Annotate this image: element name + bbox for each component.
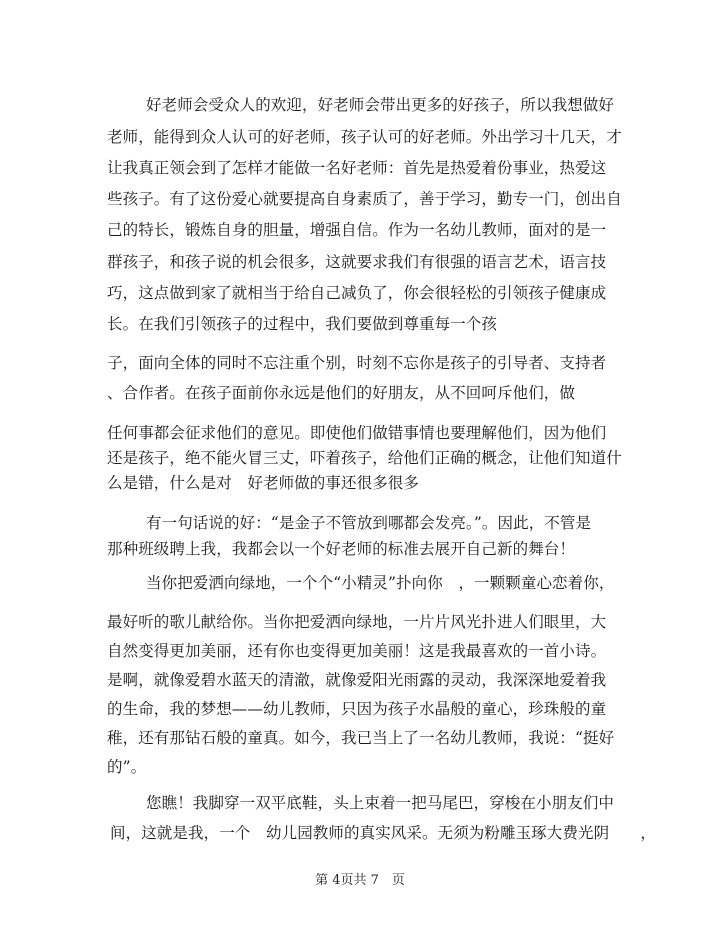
page-footer [0, 872, 720, 890]
text-line: 最好听的歌儿献给你。当你把爱洒向绿地，一片片风光扑进人们眼里，大 [107, 613, 607, 631]
text-line: 些孩子。有了这份爱心就要提高自身素质了，善于学习，勤专一门，创出自 [107, 190, 622, 208]
page-number: 第 4页共 7 页 [315, 873, 405, 888]
text-line: 让我真正领会到了怎样才能做一名好老师：首先是热爱着份事业，热爱这 [107, 159, 607, 177]
text-line: 老师，能得到众人认可的好老师，孩子认可的好老师。外出学习十几天，才 [107, 128, 622, 146]
text-line: 巧，这点做到家了就相当于给自己减负了，你会很轻松的引领孩子健康成 [107, 284, 607, 302]
text-line: 间，这就是我，一个 幼儿园教师的真实风采。无须为粉雕玉琢大费光阴 ， [110, 824, 657, 842]
text-line: 、合作者。在孩子面前你永远是他们的好朋友，从不回呵斥他们，做 [107, 384, 576, 402]
text-line: 任何事都会征求他们的意见。即使他们做错事情也要理解他们，因为他们 [107, 424, 607, 442]
text-line: 是啊，就像爱碧水蓝天的清澈，就像爱阳光雨露的灵动，我深深地爱着我 [107, 671, 607, 689]
text-line: 当你把爱洒向绿地，一个个“小精灵”扑向你 ，一颗颗童心恋着你， [146, 574, 615, 592]
text-line: 长。在我们引领孩子的过程中，我们要做到尊重每一个孩 [107, 315, 498, 333]
text-line: 稚，还有那钻石般的童真。如今，我已当上了一名幼儿教师，我说：“挺好 [107, 729, 615, 747]
text-line: 子，面向全体的同时不忘注重个别，时刻不忘你是孩子的引导者、支持者 [107, 354, 607, 372]
text-line: 的”。 [107, 758, 147, 776]
text-line: 那种班级聘上我，我都会以一个好老师的标准去展开自己新的舞台！ [107, 540, 576, 558]
text-line: 有一句话说的好：“是金子不管放到哪都会发亮。”。因此，不管是 [146, 514, 592, 532]
text-line: 您瞧！我脚穿一双平底鞋，头上束着一把马尾巴，穿梭在小朋友们中 [146, 794, 615, 812]
text-line: 的生命，我的梦想——幼儿教师，只因为孩子水晶般的童心，珍珠般的童 [107, 700, 607, 718]
text-line: 己的特长，锻炼自身的胆量，增强自信。作为一名幼儿教师，面对的是一 [107, 221, 607, 239]
text-line: 自然变得更加美丽，还有你也变得更加美丽！这是我最喜欢的一首小诗。 [107, 642, 607, 660]
text-line: 么是错，什么是对 好老师做的事还很多很多 [107, 474, 420, 492]
text-line: 还是孩子，绝不能火冒三丈，吓着孩子，给他们正确的概念，让他们知道什 [107, 449, 622, 467]
text-line: 好老师会受众人的欢迎，好老师会带出更多的好孩子，所以我想做好 [146, 96, 615, 114]
text-line: 群孩子，和孩子说的机会很多，这就要求我们有很强的语言艺术，语言技 [107, 253, 607, 271]
